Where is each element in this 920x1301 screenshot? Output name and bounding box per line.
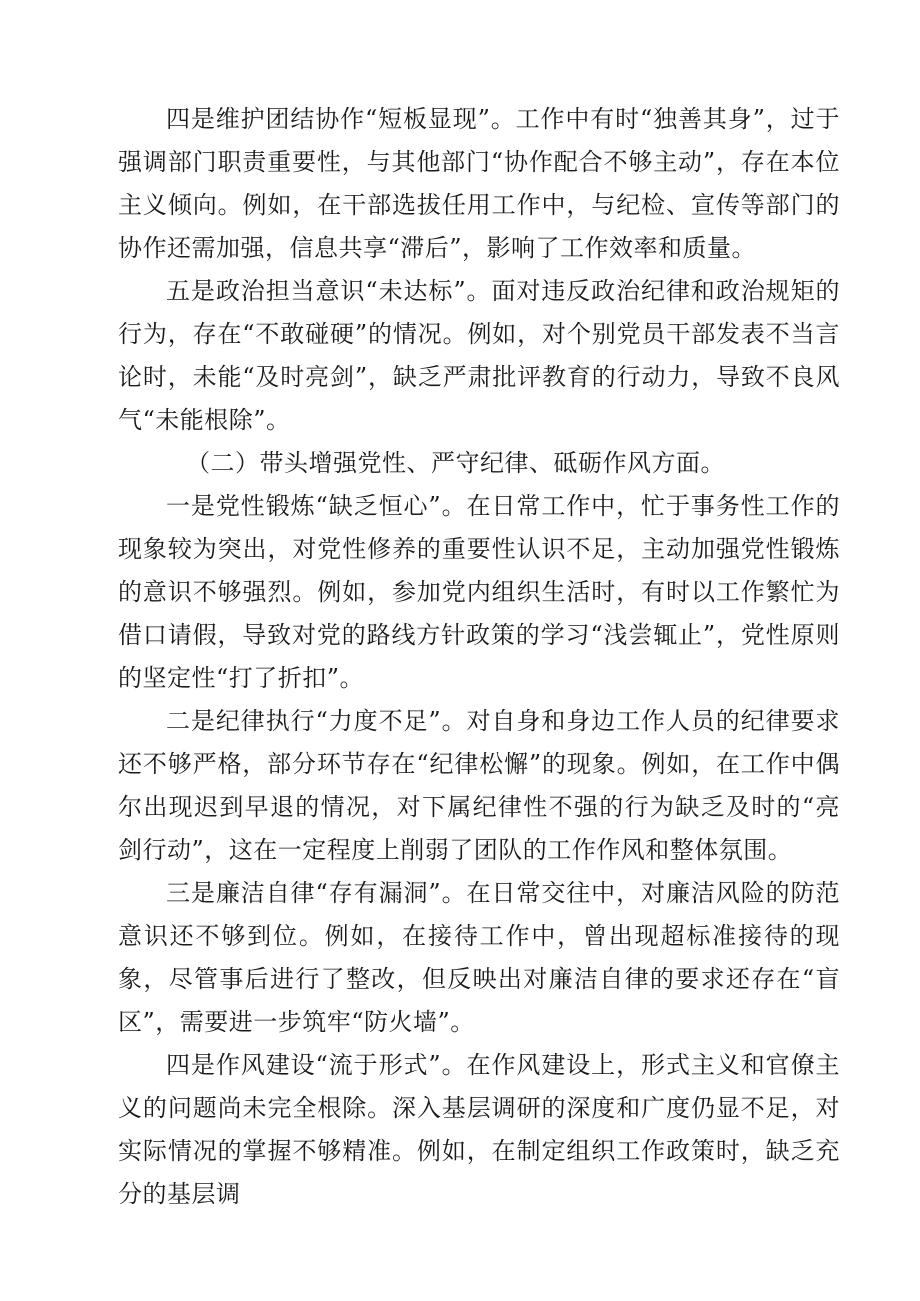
section-heading-party-spirit: （二）带头增强党性、严守纪律、砥砺作风方面。 — [186, 449, 725, 477]
paragraph-discipline-enforcement: 二是纪律执行“力度不足”。对自身和身边工作人员的纪律要求还不够严格，部分环节存在“纪律松懈”的现象。例如，在工作中偶尔出现迟到早退的情况，对下属纪律性不强的行为缺乏及时的“亮剑行动”，这在一定程度上削弱了团队的工作作风和整体氛围。 — [118, 707, 840, 864]
paragraph-work-style: 四是作风建设“流于形式”。在作风建设上，形式主义和官僚主义的问题尚未完全根除。深入基层调研的深度和广度仍显不足，对实际情况的掌握不够精准。例如，在制定组织工作政策时，缺乏充分的基层调 — [118, 1051, 840, 1208]
paragraph-party-training: 一是党性锻炼“缺乏恒心”。在日常工作中，忙于事务性工作的现象较为突出，对党性修养的重要性认识不足，主动加强党性锻炼的意识不够强烈。例如，参加党内组织生活时，有时以工作繁忙为借口请假，导致对党的路线方针政策的学习“浅尝辄止”，党性原则的坚定性“打了折扣”。 — [118, 492, 840, 692]
document-body — [118, 98, 840, 1216]
paragraph-unity-cooperation: 四是维护团结协作“短板显现”。工作中有时“独善其身”，过于强调部门职责重要性，与其他部门“协作配合不够主动”，存在本位主义倾向。例如，在干部选拔任用工作中，与纪检、宣传等部门的协作还需加强，信息共享“滞后”，影响了工作效率和质量。 — [118, 105, 840, 262]
paragraph-political-responsibility: 五是政治担当意识“未达标”。面对违反政治纪律和政治规矩的行为，存在“不敢碰硬”的情况。例如，对个别党员干部发表不当言论时，未能“及时亮剑”，缺乏严肃批评教育的行动力，导致不良风气“未能根除”。 — [118, 277, 840, 434]
paragraph-integrity-self-discipline: 三是廉洁自律“存有漏洞”。在日常交往中，对廉洁风险的防范意识还不够到位。例如，在接待工作中，曾出现超标准接待的现象，尽管事后进行了整改，但反映出对廉洁自律的要求还存在“盲区”，需要进一步筑牢“防火墙”。 — [118, 879, 840, 1036]
